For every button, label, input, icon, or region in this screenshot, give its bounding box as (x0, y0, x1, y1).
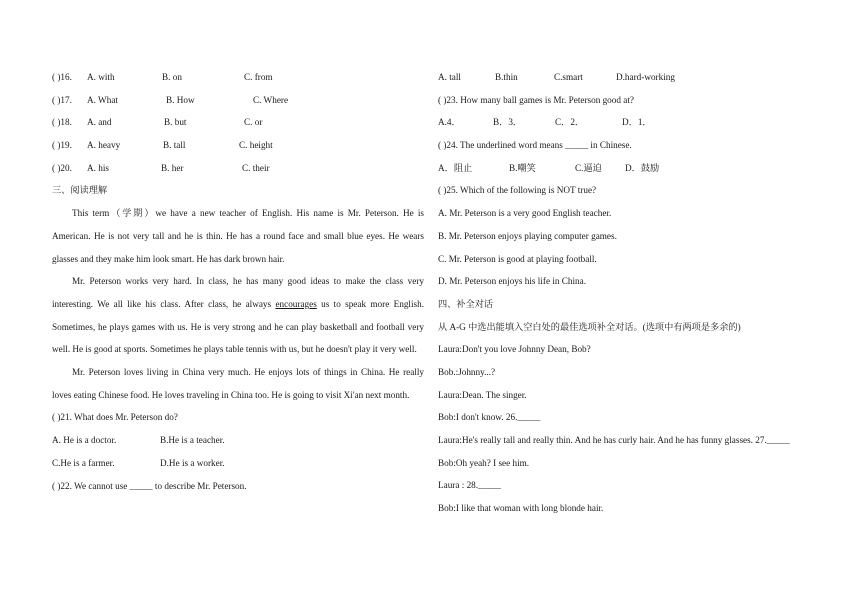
question-number: ( )18. (52, 117, 72, 128)
passage-paragraph-3: Mr. Peterson loves living in China very much. He enjoys lots of things in China. He really loves eating Chinese food. He loves traveling in China too. He is going to visit Xi'an next month. (52, 367, 424, 400)
dialogue-line: Bob:I don't know. 26._____ (438, 412, 541, 423)
question-21-options-row-1 (52, 429, 424, 452)
option-c: C. height (239, 140, 273, 151)
option-a: A. What (87, 94, 118, 105)
left-column (52, 66, 424, 497)
question-25-option-c: C. Mr. Peterson is good at playing football. (438, 253, 597, 264)
option-c: C. their (242, 162, 270, 173)
option-c: C. from (244, 72, 273, 82)
underlined-word: encourages (275, 298, 317, 309)
option-a: A. heavy (87, 140, 121, 151)
option-b: B.嘲笑 (509, 162, 536, 173)
section-instruction: 从 A-G 中选出能填入空白处的最佳选项补全对话。(选项中有两项是多余的) (438, 321, 741, 332)
option-c: C. Where (253, 94, 289, 105)
question-24-options (438, 157, 810, 180)
cloze-question-19 (52, 134, 424, 157)
dialogue-line: Bob:I like that woman with long blonde hair. (438, 503, 604, 514)
option-a: A．阻止 (438, 162, 473, 173)
question-23-options (438, 111, 810, 134)
option-d: D．1． (622, 117, 652, 128)
option-c: C.He is a farmer. (52, 457, 115, 468)
option-b: B. on (162, 72, 182, 82)
cloze-question-16 (52, 66, 424, 89)
dialogue-line: Bob:Oh yeah? I see him. (438, 457, 530, 468)
dialogue-line: Bob.:Johnny...? (438, 366, 496, 377)
question-23-stem: ( )23. How many ball games is Mr. Peterson good at? (438, 94, 634, 105)
question-number: ( )19. (52, 140, 72, 151)
option-c: C．2． (555, 117, 585, 128)
passage-text: Mr. Peterson works very hard. In class, he has many good ideas to make the class very interesting. We all like his class. After class, he always (52, 276, 424, 309)
question-number: ( )20. (52, 162, 72, 173)
option-b: B.He is a teacher. (160, 435, 225, 446)
question-22-options (438, 66, 810, 89)
option-a: A. and (87, 117, 112, 128)
option-a: A.4． (438, 117, 461, 128)
dialogue-line: Laura : 28._____ (438, 480, 502, 491)
section-title-dialogue: 四、补全对话 (438, 298, 494, 309)
passage-text: us to speak more English. Sometimes, he plays games with us. He is very strong and he can play basketball and football very well. He is good at sports. Sometimes he plays table tennis with us, but he doesn't play it very well. (52, 298, 424, 355)
option-b: B.thin (495, 72, 518, 82)
option-a: A. with (87, 72, 115, 82)
question-number: ( )17. (52, 94, 72, 105)
option-a: A. tall (438, 72, 461, 82)
option-c: C.smart (554, 72, 583, 82)
option-b: B. her (161, 162, 184, 173)
right-column (438, 66, 810, 520)
question-25-option-d: D. Mr. Peterson enjoys his life in China. (438, 276, 587, 287)
cloze-question-20 (52, 157, 424, 180)
option-a: A. his (87, 162, 109, 173)
dialogue-line: Laura:He's really tall and really thin. And he has curly hair. And he has funny glasses. 27._____ (438, 435, 790, 445)
question-25-option-b: B. Mr. Peterson enjoys playing computer games. (438, 230, 617, 241)
question-21-options-row-2 (52, 452, 424, 475)
option-b: B．3． (493, 117, 523, 128)
question-25-stem: ( )25. Which of the following is NOT true? (438, 185, 597, 196)
section-title-reading: 三、阅读理解 (52, 185, 108, 196)
question-21-stem: ( )21. What does Mr. Peterson do? (52, 412, 178, 423)
question-24-stem: ( )24. The underlined word means _____ in Chinese. (438, 140, 632, 151)
option-b: B. tall (163, 140, 186, 151)
option-b: B. but (164, 117, 187, 128)
option-d: D．鼓励 (625, 162, 660, 173)
question-25-option-a: A. Mr. Peterson is a very good English teacher. (438, 208, 612, 219)
cloze-question-17 (52, 89, 424, 112)
question-22-stem: ( )22. We cannot use _____ to describe Mr. Peterson. (52, 480, 247, 491)
cloze-question-18 (52, 111, 424, 134)
option-a: A. He is a doctor. (52, 435, 117, 446)
option-c: C.逼迫 (575, 162, 602, 173)
option-c: C. or (244, 117, 263, 128)
question-number: ( )16. (52, 72, 72, 82)
option-b: B. How (166, 94, 195, 105)
passage-paragraph-2 (52, 270, 424, 361)
option-d: D.hard-working (616, 72, 675, 82)
option-d: D.He is a worker. (160, 457, 225, 468)
dialogue-line: Laura:Don't you love Johnny Dean, Bob? (438, 344, 591, 355)
passage-paragraph-1: This term（学期）we have a new teacher of English. His name is Mr. Peterson. He is American. He is not very tall and he is thin. He has a round face and small blue eyes. He wears glasses and they make him look smart. He has dark brown hair. (52, 208, 424, 264)
dialogue-line: Laura:Dean. The singer. (438, 389, 527, 400)
